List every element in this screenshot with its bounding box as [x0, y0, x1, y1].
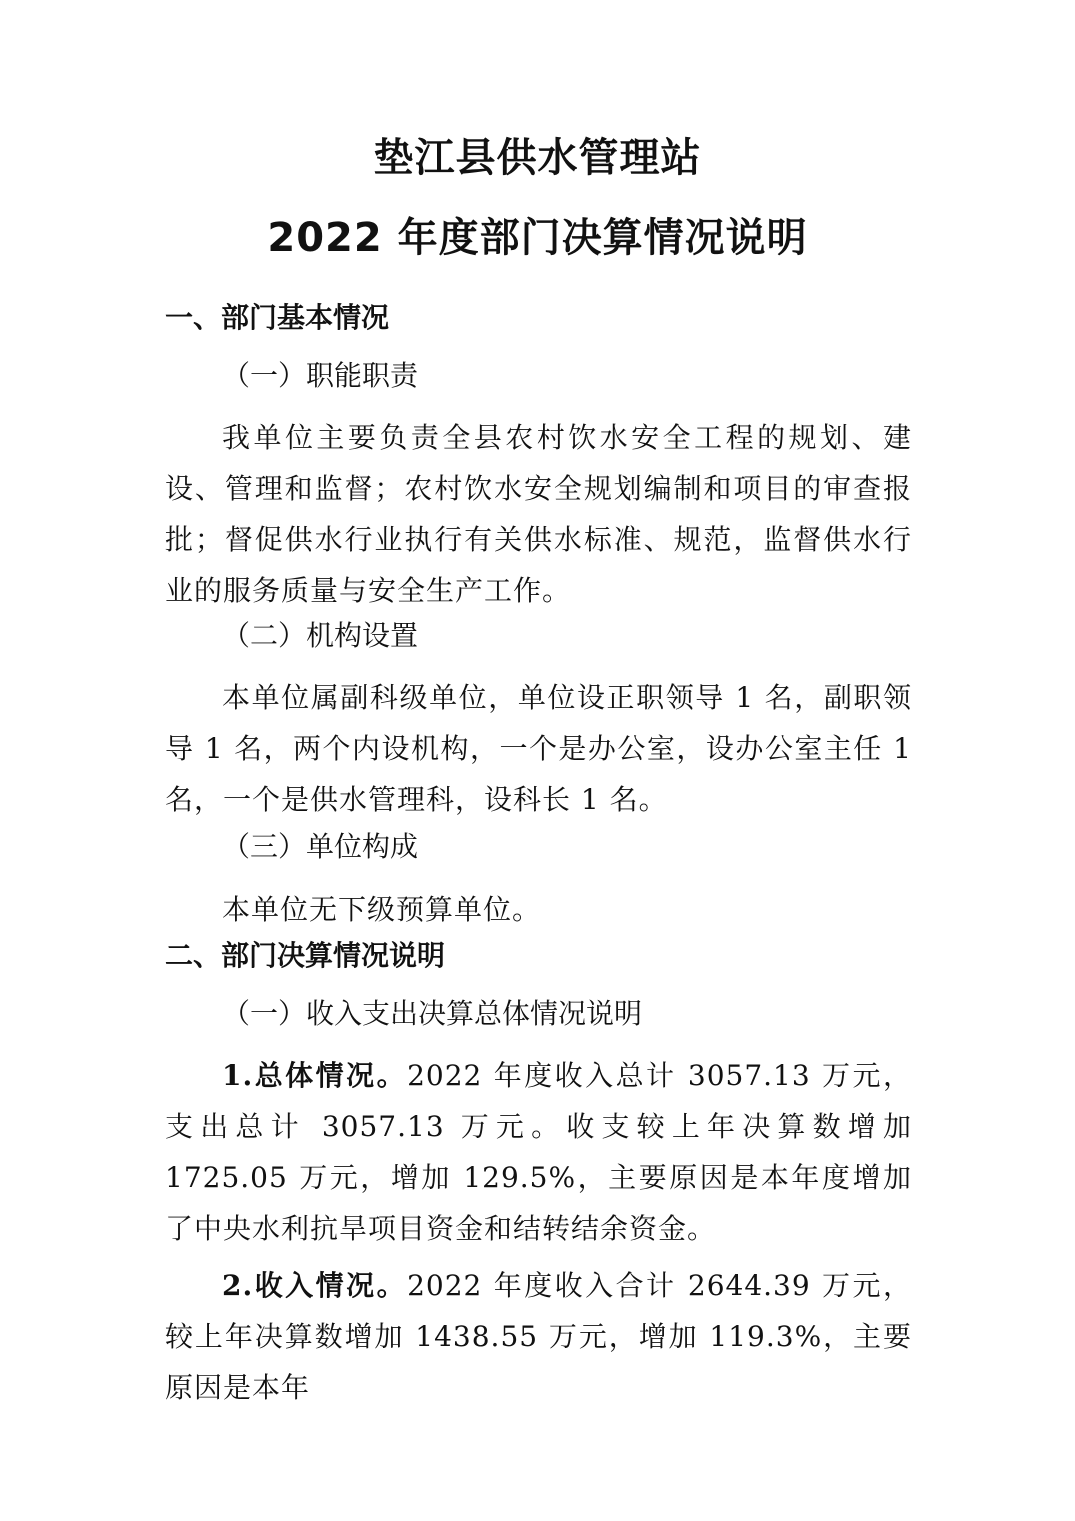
overall-lead: 1.总体情况。 — [222, 1059, 408, 1092]
section2-heading: 二、部门决算情况说明 — [165, 939, 446, 972]
income-text: 2022 年度收入合计 2644.39 万元，较上年决算数增加 1438.55 万元，增加 119.3%，主要原因是本年 — [165, 1269, 912, 1404]
section1-sub1-heading: （一）职能职责 — [222, 359, 419, 392]
section2-sub1-heading: （一）收入支出决算总体情况说明 — [222, 997, 643, 1030]
overall-paragraph — [165, 1050, 912, 1254]
document-title-line1: 垫江县供水管理站 — [373, 135, 702, 181]
overall-text: 2022 年度收入总计 3057.13 万元，支出总计 3057.13 万元。收支较上年决算数增加 1725.05 万元，增加 129.5%，主要原因是本年度增加了中央水利抗旱项目资金和结转结余资金。 — [165, 1059, 912, 1245]
income-paragraph — [165, 1260, 912, 1413]
income-lead: 2.收入情况。 — [222, 1269, 408, 1302]
section1-sub3-heading: （三）单位构成 — [222, 830, 419, 863]
section1-heading: 一、部门基本情况 — [165, 301, 390, 334]
section1-sub2-paragraph: 本单位属副科级单位，单位设正职领导 1 名，副职领导 1 名，两个内设机构，一个是办公室，设办公室主任 1 名，一个是供水管理科，设科长 1 名。 — [165, 681, 912, 816]
section1-sub1-paragraph: 我单位主要负责全县农村饮水安全工程的规划、建设、管理和监督；农村饮水安全规划编制和项目的审查报批；督促供水行业执行有关供水标准、规范，监督供水行业的服务质量与安全生产工作。 — [165, 421, 912, 607]
section1-sub3-paragraph: 本单位无下级预算单位。 — [222, 893, 542, 926]
document-title-line2: 2022 年度部门决算情况说明 — [267, 215, 808, 261]
section1-sub2-heading: （二）机构设置 — [222, 619, 419, 652]
